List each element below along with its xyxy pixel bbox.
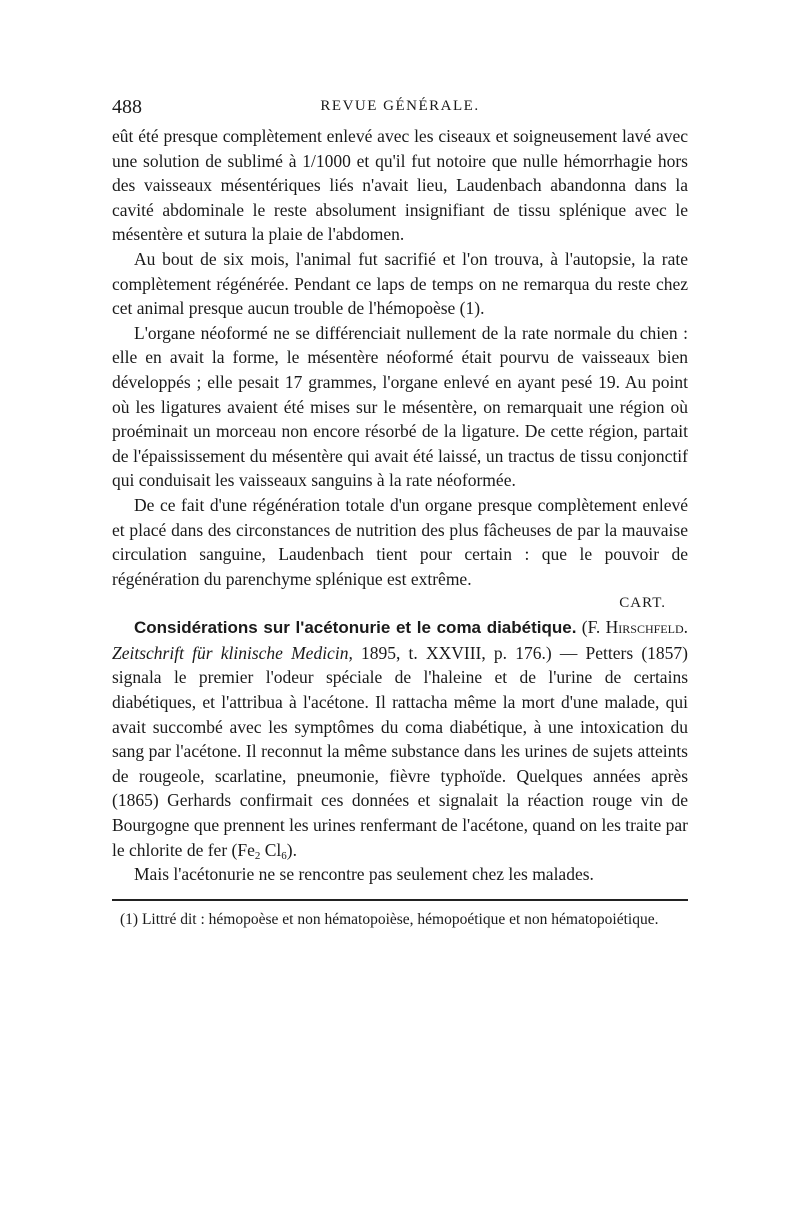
citation-open: (F. bbox=[576, 617, 606, 638]
paragraph-1: eût été presque complètement enlevé avec les ciseaux et soigneusement lavé avec une solution de sublimé à 1/1000 et qu'il fut notoire que nulle hémorrhagie hors des vaisseaux mésentériques liés n'avait lieu, Laudenbach abandonna dans la cavité abdominale le reste absolument insignifiant de tissu splénique avec le mésentère et sutura la plaie de l'abdomen. bbox=[112, 126, 688, 245]
citation-author: Hirschfeld. bbox=[605, 617, 688, 638]
footnote-1: (1) Littré dit : hémopoèse et non hématopoièse, hémopoétique et non hématopoiétique. bbox=[120, 910, 659, 928]
paragraph-3: L'organe néoformé ne se différenciait nullement de la rate normale du chien : elle en avait la forme, le mésentère néoformé était pourvu de vaisseaux bien développés ; elle pesait 17 grammes, l'organe enlevé en ayant pesé 19. Au point où les ligatures avaient été mises sur le mésentère, on remarquait une région où proéminait un morceau non encore résorbé de la ligature. De cette région, partait de l'épaississement du mésentère qui avait été laissé, un tractus de tissu conjonctif qui conduisait les vaisseaux sanguins à la rate néoformée. bbox=[112, 322, 688, 491]
citation-journal: Zeitschrift für klinische Medicin, bbox=[112, 642, 353, 663]
paragraph-4: De ce fait d'une régénération totale d'un organe presque complètement enlevé et placé dans des circonstances de nutrition des plus fâcheuses de par la mauvaise circulation sanguine, Laudenbach tient pour certain : que le pouvoir de régénération du parenchyme splénique est extrême. bbox=[112, 494, 688, 589]
article-body bbox=[112, 124, 688, 887]
footnote-divider bbox=[112, 899, 688, 901]
page-number: 488 bbox=[112, 96, 142, 118]
running-header bbox=[112, 96, 688, 124]
subscript-cl: 6 bbox=[281, 849, 287, 862]
paragraph-2: Au bout de six mois, l'animal fut sacrifié et l'on trouva, à l'autopsie, la rate complètement régénérée. Pendant ce laps de temps on ne remarqua du reste chez cet animal presque aucun trouble de l'hémopoèse (1). bbox=[112, 248, 688, 319]
running-title: REVUE GÉNÉRALE. bbox=[320, 98, 480, 114]
paragraph-5-text-a: — Petters (1857) signala le premier l'odeur spéciale de l'haleine et de l'urine de certains diabétiques, et l'attribua à l'acétone. Il rattacha même la mort d'une malade, qui avait succombé avec les symptômes du coma diabétique, à une intoxication du sang par l'acétone. Il reconnut la même substance dans les urines de sujets atteints de rougeole, scarlatine, pneumonie, fièvre typhoïde. Quelques années après (1865) Gerhards confirmait ces données et signalait la réaction rouge vin de Bourgogne que prennent les urines renfermant de l'acétone, quand on les traite par le chlorite de fer (Fe bbox=[112, 642, 689, 860]
section-title: Considérations sur l'acétonurie et le coma diabétique. bbox=[134, 618, 577, 638]
subscript-fe: 2 bbox=[254, 849, 261, 862]
paragraph-5-text-c: ). bbox=[286, 839, 297, 860]
citation-rest: 1895, t. XXVIII, p. 176.) bbox=[352, 642, 552, 663]
paragraph-5 bbox=[112, 615, 688, 862]
paragraph-6: Mais l'acétonurie ne se rencontre pas seulement chez les malades. bbox=[134, 864, 594, 885]
author-signature: CART. bbox=[619, 595, 666, 612]
paragraph-5-text-b: Cl bbox=[260, 839, 282, 860]
page bbox=[112, 96, 688, 946]
